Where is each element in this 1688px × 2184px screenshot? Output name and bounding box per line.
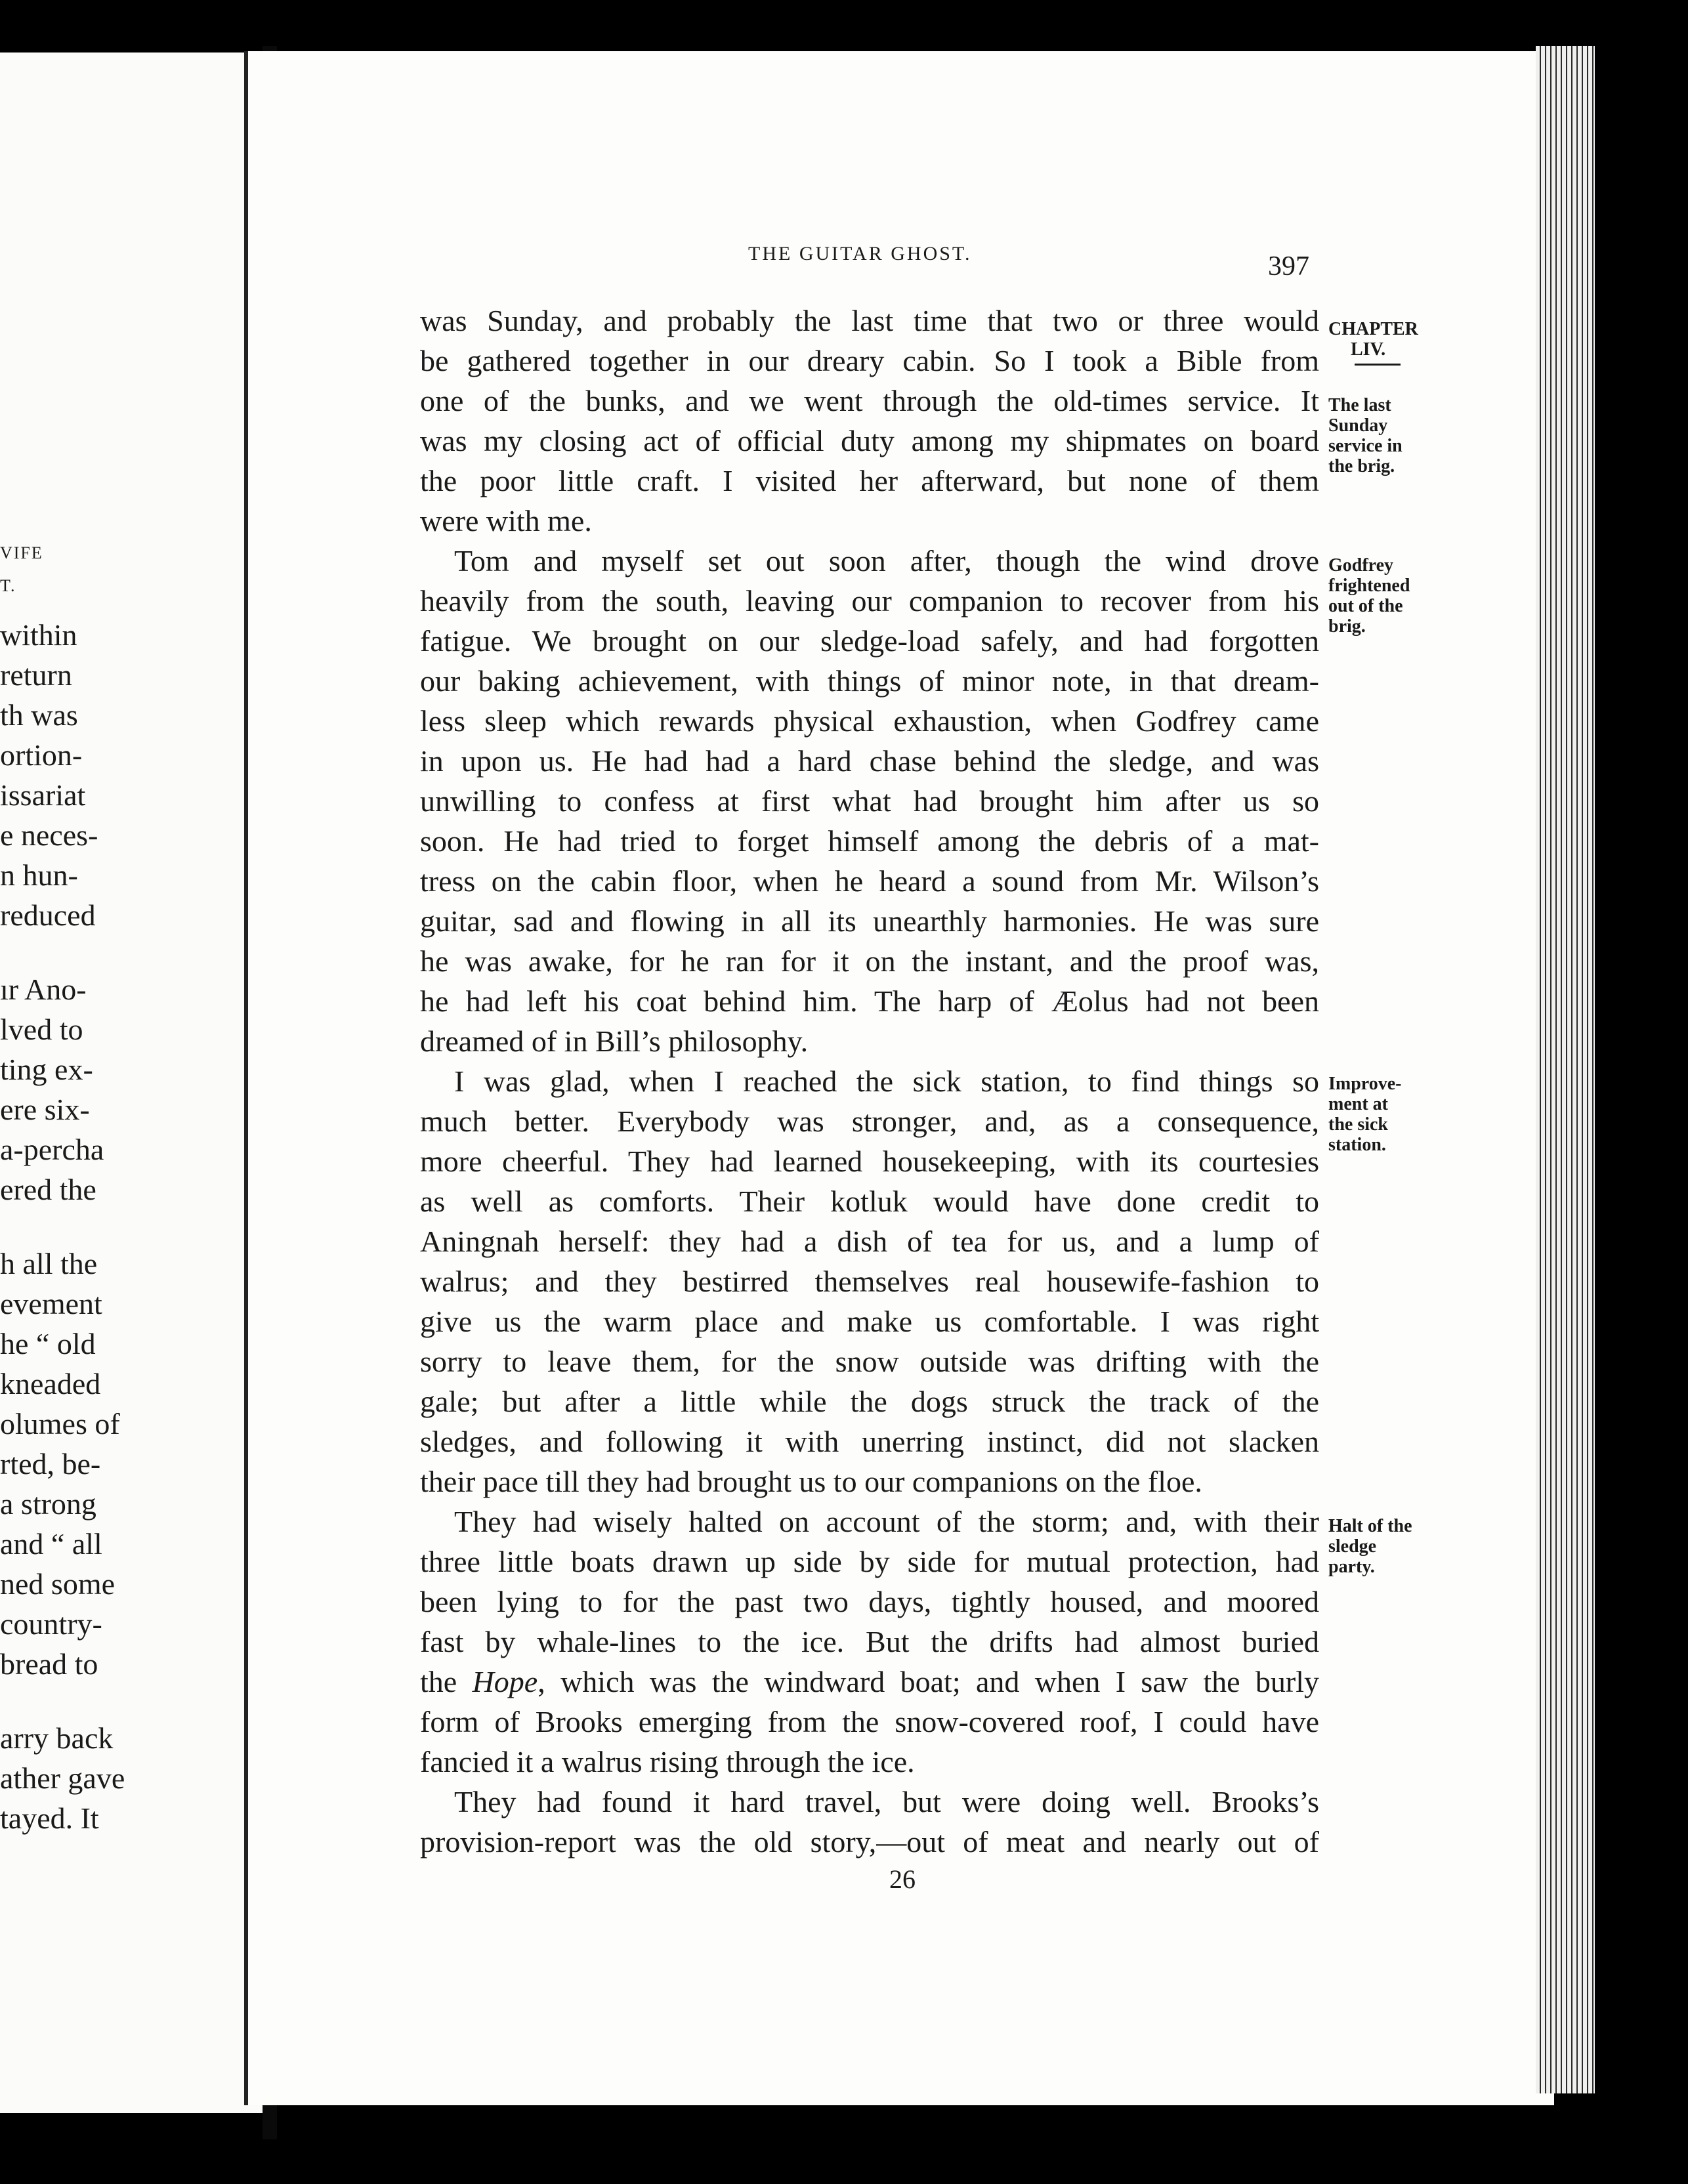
sidenote-line: Halt of the bbox=[1328, 1516, 1412, 1536]
left-running-head-line-1: VIFE bbox=[0, 543, 43, 562]
text-line: in upon us. He had had a hard chase behind the sledge, and was bbox=[420, 744, 1319, 778]
sidenote-line: station. bbox=[1328, 1135, 1386, 1155]
left-page-line: ere six- bbox=[0, 1093, 90, 1126]
sidenote-godfrey bbox=[1328, 555, 1410, 637]
body-text bbox=[420, 301, 1319, 1862]
text-line: tress on the cabin floor, when he heard a sound from Mr. Wilson’s bbox=[420, 864, 1319, 898]
text-line: sorry to leave them, for the snow outside was drifting with the bbox=[420, 1345, 1319, 1378]
left-page-line: arry back bbox=[0, 1721, 114, 1755]
text-line: unwilling to confess at first what had brought him after us so bbox=[420, 784, 1319, 818]
chapter-rule bbox=[1355, 364, 1401, 366]
text-line: was my closing act of official duty among my shipmates on board bbox=[420, 424, 1319, 457]
text-line: the Hope, which was the windward boat; and when I saw the burly bbox=[420, 1665, 1319, 1698]
text-line: as well as comforts. Their kotluk would have done credit to bbox=[420, 1185, 1319, 1218]
sidenote-line: the brig. bbox=[1328, 456, 1395, 476]
text-line: They had wisely halted on account of the storm; and, with their bbox=[454, 1505, 1319, 1538]
sidenote-chapter bbox=[1328, 319, 1418, 367]
left-page-line: a-percha bbox=[0, 1133, 104, 1166]
left-page-line: within bbox=[0, 618, 77, 652]
left-page-line: reduced bbox=[0, 898, 96, 932]
running-head: THE GUITAR GHOST. bbox=[748, 243, 972, 264]
left-page-fragment bbox=[0, 52, 263, 2113]
left-page-line: e neces- bbox=[0, 818, 98, 852]
text-line: were with me. bbox=[420, 504, 592, 537]
left-page-line: and “ all bbox=[0, 1527, 102, 1561]
text-line: be gathered together in our dreary cabin. So I took a Bible from bbox=[420, 344, 1319, 377]
left-page-line: country- bbox=[0, 1607, 102, 1641]
sidenote-line: frightened bbox=[1328, 576, 1410, 596]
text-line: he was awake, for he ran for it on the instant, and the proof was, bbox=[420, 944, 1319, 978]
boat-name: Hope bbox=[472, 1665, 538, 1698]
left-page-line: h all the bbox=[0, 1247, 98, 1280]
sidenote-line: service in bbox=[1328, 436, 1403, 456]
text-line: heavily from the south, leaving our companion to recover from his bbox=[420, 584, 1319, 618]
left-page-line: olumes of bbox=[0, 1407, 120, 1440]
left-page-line: ting ex- bbox=[0, 1053, 93, 1086]
left-page-line: th was bbox=[0, 698, 78, 732]
left-page-line: return bbox=[0, 658, 72, 692]
left-page-line: lved to bbox=[0, 1013, 83, 1046]
left-page-line: ered the bbox=[0, 1173, 96, 1206]
left-page-line: ather gave bbox=[0, 1761, 125, 1795]
text-line: soon. He had tried to forget himself among the debris of a mat- bbox=[420, 824, 1319, 858]
text-line: one of the bunks, and we went through the old-times service. It bbox=[420, 384, 1319, 417]
page-edges bbox=[1536, 46, 1595, 2093]
left-page-line: a strong bbox=[0, 1487, 96, 1521]
sidenote-line: The last bbox=[1328, 395, 1391, 415]
sidenote-line: Improve- bbox=[1328, 1074, 1402, 1094]
text-line: walrus; and they bestirred themselves real housewife-fashion to bbox=[420, 1265, 1319, 1298]
left-page-line: rted, be- bbox=[0, 1447, 101, 1480]
text-line: form of Brooks emerging from the snow-covered roof, I could have bbox=[420, 1705, 1319, 1738]
sidenote-line: party. bbox=[1328, 1557, 1375, 1577]
sidenote-line: Sunday bbox=[1328, 415, 1388, 436]
text-line: was Sunday, and probably the last time that two or three would bbox=[420, 304, 1319, 337]
left-page-line: issariat bbox=[0, 778, 86, 812]
page-number: 397 bbox=[1268, 251, 1309, 282]
text-line: fancied it a walrus rising through the ice. bbox=[420, 1745, 915, 1778]
sidenote-line: the sick bbox=[1328, 1114, 1388, 1135]
text-line: their pace till they had brought us to our companions on the floe. bbox=[420, 1465, 1202, 1498]
sidenote-line: ment at bbox=[1328, 1094, 1388, 1114]
text-line: sledges, and following it with unerring instinct, did not slacken bbox=[420, 1425, 1319, 1458]
left-page-line: kneaded bbox=[0, 1367, 101, 1400]
left-page-line: ır Ano- bbox=[0, 973, 87, 1006]
text-line: been lying to for the past two days, tightly housed, and moored bbox=[420, 1585, 1319, 1618]
left-page-line: n hun- bbox=[0, 858, 78, 892]
text-line: fast by whale-lines to the ice. But the drifts had almost buried bbox=[420, 1625, 1319, 1658]
text-line: Tom and myself set out soon after, though the wind drove bbox=[454, 544, 1319, 578]
text-line: gale; but after a little while the dogs struck the track of the bbox=[420, 1385, 1319, 1418]
text-line: more cheerful. They had learned housekeeping, with its courtesies bbox=[420, 1144, 1319, 1178]
sidenote-chapter-number: LIV. bbox=[1351, 339, 1386, 360]
text-line: They had found it hard travel, but were doing well. Brooks’s bbox=[454, 1785, 1319, 1818]
text-line: the poor little craft. I visited her afterward, but none of them bbox=[420, 464, 1319, 497]
sidenote-line: Godfrey bbox=[1328, 555, 1394, 576]
left-page-line: ned some bbox=[0, 1567, 116, 1601]
left-page-line: he “ old bbox=[0, 1327, 96, 1360]
left-page-line: tayed. It bbox=[0, 1801, 99, 1835]
text-line: guitar, sad and flowing in all its unearthly harmonies. He was sure bbox=[420, 904, 1319, 938]
signature-mark: 26 bbox=[889, 1864, 916, 1894]
text-line: much better. Everybody was stronger, and, as a consequence, bbox=[420, 1104, 1319, 1138]
left-page-line: bread to bbox=[0, 1647, 98, 1681]
sidenote-halt bbox=[1328, 1516, 1412, 1577]
text-line: less sleep which rewards physical exhaustion, when Godfrey came bbox=[420, 704, 1319, 738]
left-page-line: evement bbox=[0, 1287, 102, 1320]
text-line: give us the warm place and make us comfortable. I was right bbox=[420, 1305, 1319, 1338]
sidenote-improvement bbox=[1328, 1074, 1401, 1155]
left-page-line: ortion- bbox=[0, 738, 83, 772]
text-line: dreamed of in Bill’s philosophy. bbox=[420, 1024, 809, 1058]
sidenote-line: brig. bbox=[1328, 616, 1366, 637]
text-line: three little boats drawn up side by side for mutual protection, had bbox=[420, 1545, 1319, 1578]
text-line: I was glad, when I reached the sick station, to find things so bbox=[454, 1064, 1319, 1098]
text-line: he had left his coat behind him. The harp of Æolus had not been bbox=[420, 984, 1319, 1018]
text-line: our baking achievement, with things of minor note, in that dream- bbox=[420, 664, 1319, 698]
sidenote-chapter-label: CHAPTER bbox=[1328, 319, 1418, 339]
text-line: provision-report was the old story,—out of meat and nearly out of bbox=[420, 1825, 1319, 1858]
text-line: Aningnah herself: they had a dish of tea for us, and a lump of bbox=[420, 1225, 1319, 1258]
text-line: fatigue. We brought on our sledge-load safely, and had forgotten bbox=[420, 624, 1319, 658]
sidenote-line: out of the bbox=[1328, 596, 1403, 616]
sidenote-last-sunday bbox=[1328, 395, 1403, 476]
sidenote-line: sledge bbox=[1328, 1536, 1377, 1557]
left-running-head-line-2: T. bbox=[0, 576, 16, 595]
